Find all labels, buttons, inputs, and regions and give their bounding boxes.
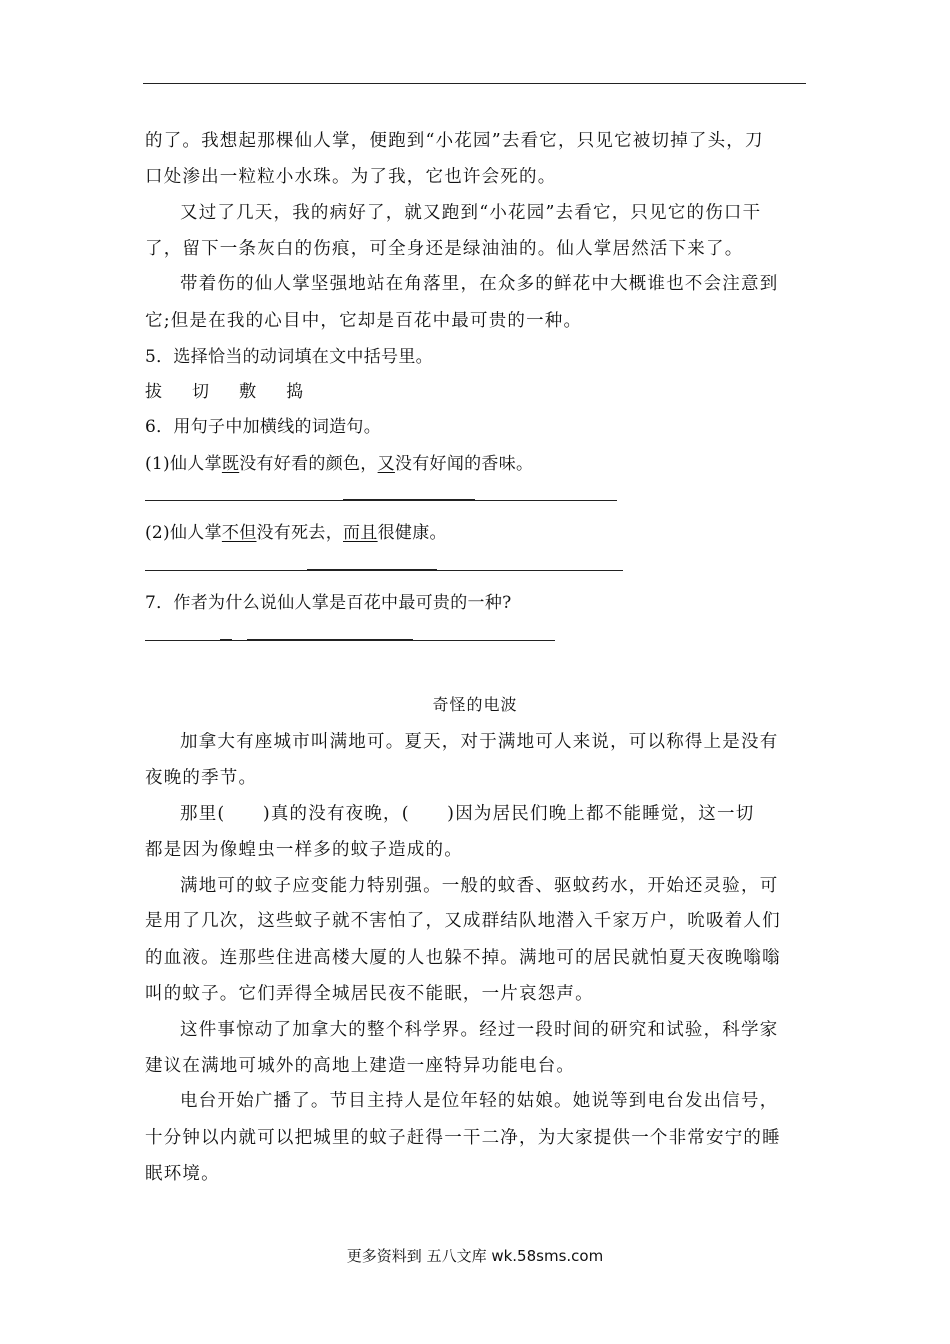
underlined-word: 又 [377, 454, 395, 474]
passage2-line-4: 都是因为像蝗虫一样多的蚊子造成的。 [145, 840, 463, 860]
underlined-word: 不但 [221, 523, 257, 543]
answer-line-segment [343, 499, 475, 501]
sentence-text: 没有好闻的香味。 [394, 454, 534, 474]
sentence-text: (1)仙人掌 [145, 454, 222, 474]
passage2-line-9: 这件事惊动了加拿大的整个科学界。经过一段时间的研究和试验，科学家 [180, 1020, 779, 1040]
top-rule [143, 83, 806, 84]
footer-link[interactable]: 更多资料到 五八文库 wk.58sms.com [346, 1247, 604, 1265]
verb-option: 捣 [286, 382, 304, 402]
passage2-line-11: 电台开始广播了。节目主持人是位年轻的姑娘。她说等到电台发出信号， [180, 1091, 779, 1111]
answer-line-segment [247, 639, 413, 641]
answer-line-1[interactable] [145, 500, 617, 501]
passage1-line-6: 它;但是在我的心目中，它却是百花中最可贵的一种。 [145, 311, 583, 331]
passage2-line-2: 夜晚的季节。 [145, 768, 258, 788]
question-6: 6．用句子中加横线的词造句。 [145, 417, 382, 437]
passage2-line-1: 加拿大有座城市叫满地可。夏天，对于满地可人来说，可以称得上是没有 [180, 732, 779, 752]
passage2-line-6: 是用了几次，这些蚊子就不害怕了，又成群结队地潜入千家万户，吮吸着人们 [145, 911, 781, 931]
verb-options [145, 377, 327, 402]
verb-option: 切 [192, 382, 210, 402]
passage1-line-1: 的了。我想起那棵仙人掌，便跑到“小花园”去看它，只见它被切掉了头，刀 [145, 131, 764, 151]
question-7: 7．作者为什么说仙人掌是百花中最可贵的一种? [145, 593, 512, 613]
answer-line-2[interactable] [145, 570, 623, 571]
passage2-line-12: 十分钟以内就可以把城里的蚊子赶得一干二净，为大家提供一个非常安宁的睡 [145, 1128, 781, 1148]
sentence-text: 没有死去， [256, 523, 343, 543]
sentence-text: 没有好看的颜色， [239, 454, 378, 474]
q6-sentence-1 [145, 449, 533, 474]
passage2-line-8: 叫的蚊子。它们弄得全城居民夜不能眠，一片哀怨声。 [145, 984, 594, 1004]
passage2-line-7: 的血液。连那些住进高楼大厦的人也躲不掉。满地可的居民就怕夏天夜晚嗡嗡 [145, 948, 781, 968]
passage1-line-4: 了，留下一条灰白的伤痕，可全身还是绿油油的。仙人掌居然活下来了。 [145, 239, 744, 259]
q6-sentence-2 [145, 518, 447, 543]
verb-option: 敷 [239, 382, 257, 402]
question-5: 5．选择恰当的动词填在文中括号里。 [145, 347, 433, 367]
passage2-line-10: 建议在满地可城外的高地上建造一座特异功能电台。 [145, 1056, 576, 1076]
passage1-line-3: 又过了几天，我的病好了，就又跑到“小花园”去看它，只见它的伤口干 [180, 203, 762, 223]
underlined-word: 而且 [343, 523, 378, 543]
verb-option: 拔 [145, 382, 163, 402]
passage1-line-5: 带着伤的仙人掌坚强地站在角落里，在众多的鲜花中大概谁也不会注意到 [180, 274, 779, 294]
sentence-text: 很健康。 [377, 523, 447, 543]
answer-line-segment [307, 569, 437, 571]
passage2-line-5: 满地可的蚊子应变能力特别强。一般的蚊香、驱蚊药水，开始还灵验，可 [180, 876, 779, 896]
answer-line-3[interactable] [145, 640, 555, 641]
underlined-word: 既 [221, 454, 240, 474]
passage2-line-13: 眠环境。 [145, 1164, 220, 1184]
passage1-line-2: 口处渗出一粒粒小水珠。为了我，它也许会死的。 [145, 167, 557, 187]
sentence-text: (2)仙人掌 [145, 523, 222, 543]
passage2-title: 奇怪的电波 [432, 695, 518, 714]
answer-line-segment [220, 639, 232, 641]
passage2-line-3: 那里( )真的没有夜晚，( )因为居民们晚上都不能睡觉，这一切 [180, 804, 755, 824]
